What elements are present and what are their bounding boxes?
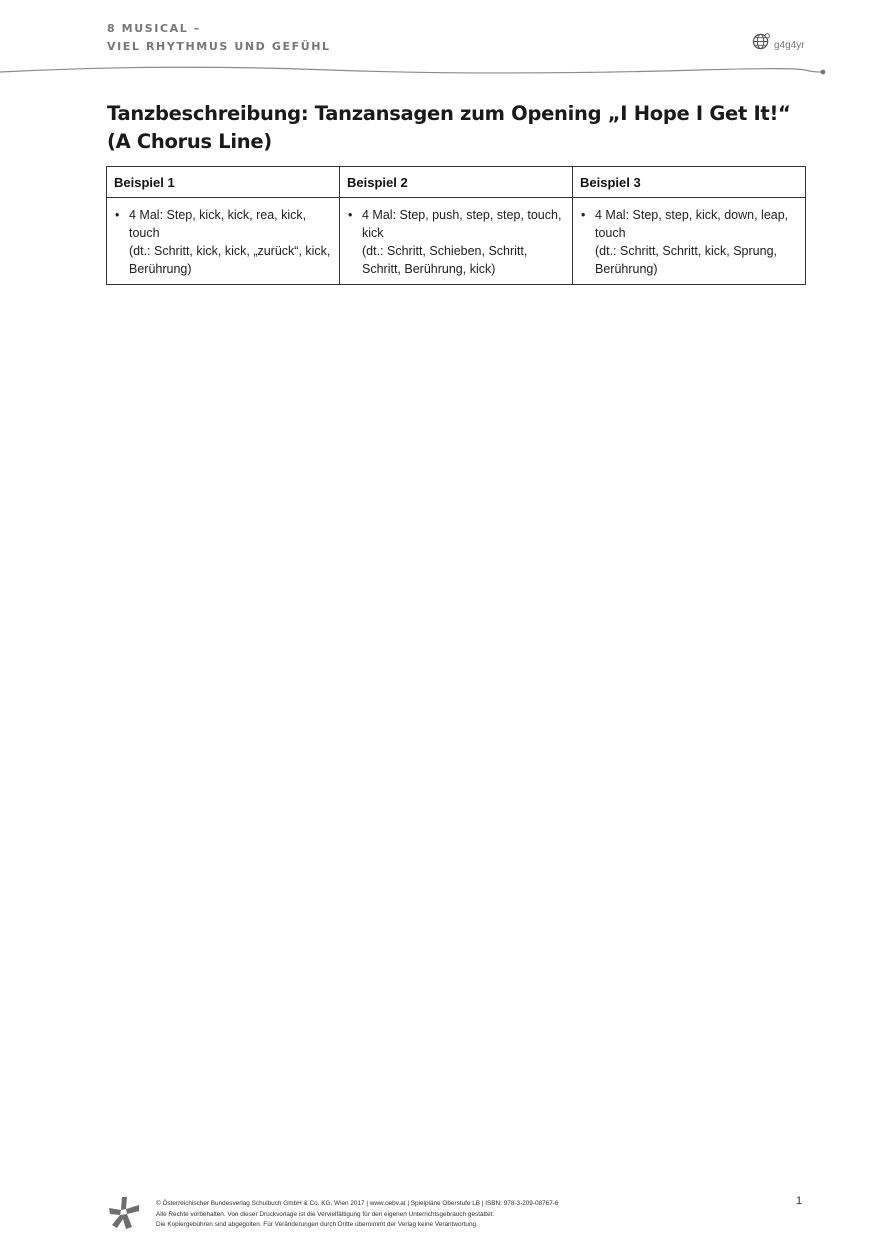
footer-copyright — [156, 1199, 776, 1231]
page-number: 1 — [796, 1195, 803, 1207]
table-row — [107, 198, 806, 285]
chapter-line-2: VIEL RHYTHMUS UND GEFÜHL — [107, 40, 331, 53]
step-translation: (dt.: Schritt, Schieben, Schritt, Schritt, Berührung, kick) — [362, 244, 528, 276]
online-code[interactable] — [752, 32, 812, 54]
column-header-beispiel-2: Beispiel 2 — [340, 167, 573, 198]
chapter-heading — [107, 20, 331, 56]
step-sequence: 4 Mal: Step, kick, kick, rea, kick, touch — [129, 208, 307, 240]
bullet-icon: • — [115, 208, 120, 222]
table-cell-beispiel-3 — [573, 198, 806, 285]
bullet-icon: • — [581, 208, 586, 222]
list-item — [347, 206, 565, 278]
dance-steps-table — [106, 166, 806, 285]
step-translation: (dt.: Schritt, Schritt, kick, Sprung, Berührung) — [595, 244, 778, 276]
chapter-line-1: 8 MUSICAL – — [107, 22, 201, 35]
step-translation: (dt.: Schritt, kick, kick, „zurück“, kick, Berührung) — [129, 244, 331, 276]
globe-icon — [752, 32, 771, 51]
table-header-row — [107, 167, 806, 198]
footer-line-3: Die Kopiergebühren sind abgegolten. Für Veränderungen durch Dritte übernimmt der Verlag keine Verantwortung. — [156, 1221, 478, 1228]
page-title: Tanzbeschreibung: Tanzansagen zum Opening „I Hope I Get It!“ (A Chorus Line) — [107, 102, 791, 153]
step-sequence: 4 Mal: Step, push, step, step, touch, kick — [362, 208, 562, 240]
footer-line-1: © Österreichischer Bundesverlag Schulbuch GmbH & Co. KG, Wien 2017 | www.oebv.at | Spielpläne Oberstufe LB | ISBN: 978-3-209-08767-6 — [156, 1200, 559, 1207]
bullet-icon: • — [348, 208, 353, 222]
header-divider — [0, 64, 830, 78]
list-item — [580, 206, 798, 278]
column-header-beispiel-1: Beispiel 1 — [107, 167, 340, 198]
step-sequence: 4 Mal: Step, step, kick, down, leap, touch — [595, 208, 789, 240]
online-code-text: g4g4yr — [774, 40, 805, 51]
table-cell-beispiel-1 — [107, 198, 340, 285]
column-header-beispiel-3: Beispiel 3 — [573, 167, 806, 198]
list-item — [114, 206, 332, 278]
footer-line-2: Alle Rechte vorbehalten. Von dieser Druckvorlage ist die Vervielfältigung für den eigenen Unterrichtsgebrauch gestattet. — [156, 1210, 495, 1218]
table-cell-beispiel-2 — [340, 198, 573, 285]
publisher-logo-icon — [108, 1196, 140, 1230]
